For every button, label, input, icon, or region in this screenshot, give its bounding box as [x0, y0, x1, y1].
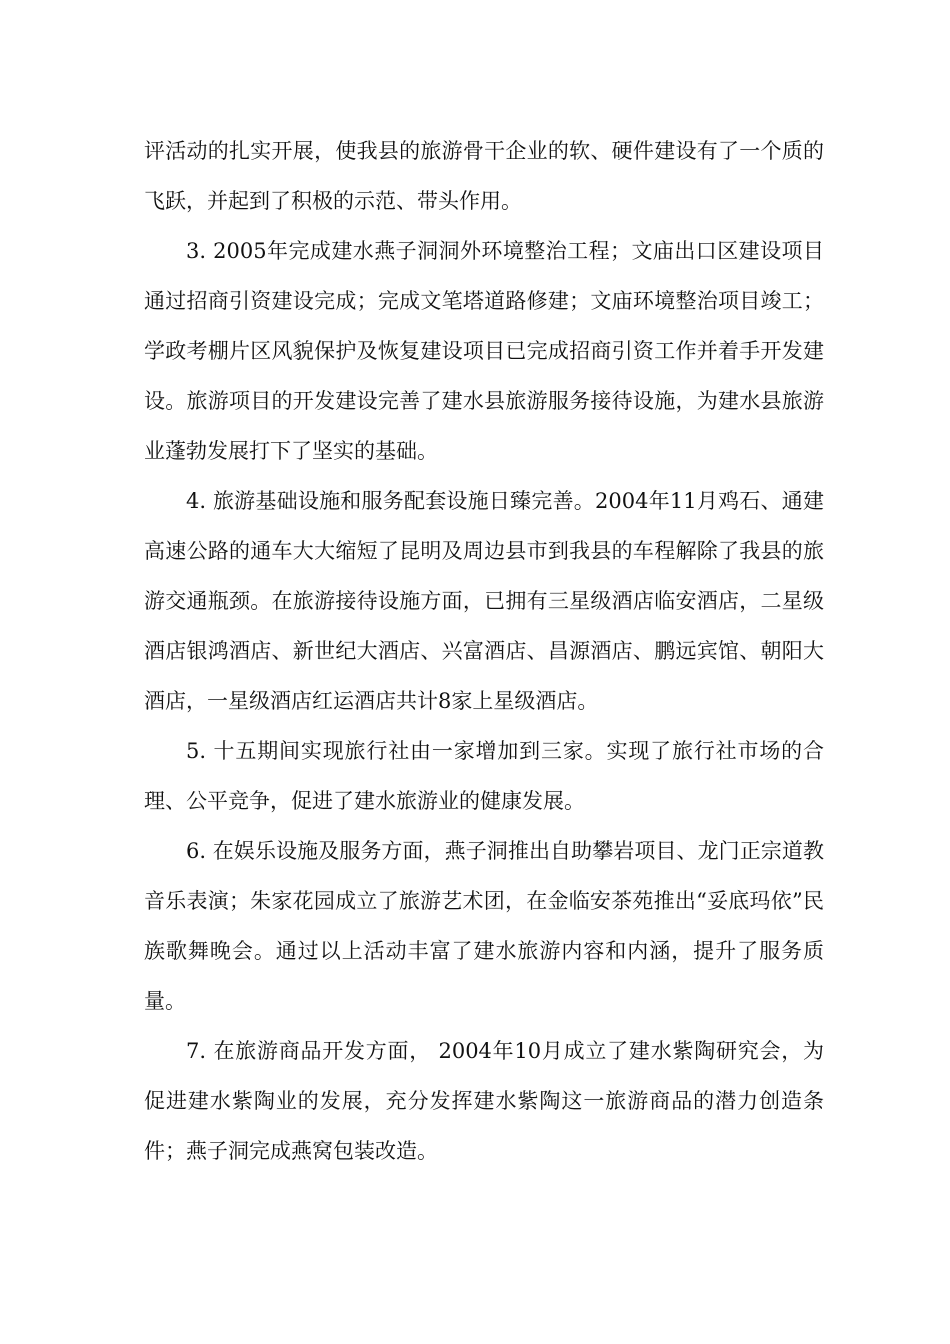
document-body [144, 126, 824, 1176]
paragraph-4: 5. 十五期间实现旅行社由一家增加到三家。实现了旅行社市场的合理、公平竞争，促进了建水旅游业的健康发展。 [144, 739, 824, 813]
paragraph-3: 4. 旅游基础设施和服务配套设施日臻完善。2004年11月鸡石、通建高速公路的通车大大缩短了昆明及周边县市到我县的车程解除了我县的旅游交通瓶颈。在旅游接待设施方面，已拥有三星级酒店临安酒店，二星级酒店银鸿酒店、新世纪大酒店、兴富酒店、昌源酒店、鹏远宾馆、朝阳大酒店，一星级酒店红运酒店共计8家上星级酒店。 [144, 489, 824, 713]
paragraph-1: 评活动的扎实开展，使我县的旅游骨干企业的软、硬件建设有了一个质的飞跃，并起到了积极的示范、带头作用。 [144, 139, 824, 213]
paragraph-2: 3. 2005年完成建水燕子洞洞外环境整治工程；文庙出口区建设项目通过招商引资建设完成；完成文笔塔道路修建；文庙环境整治项目竣工；学政考棚片区风貌保护及恢复建设项目已完成招商引资工作并着手开发建设。旅游项目的开发建设完善了建水县旅游服务接待设施，为建水县旅游业蓬勃发展打下了坚实的基础。 [144, 239, 824, 463]
paragraph-5: 6. 在娱乐设施及服务方面，燕子洞推出自助攀岩项目、龙门正宗道教音乐表演；朱家花园成立了旅游艺术团，在金临安茶苑推出“妥底玛依”民族歌舞晚会。通过以上活动丰富了建水旅游内容和内涵，提升了服务质量。 [144, 839, 824, 1013]
paragraph-6: 7. 在旅游商品开发方面， 2004年10月成立了建水紫陶研究会，为促进建水紫陶业的发展，充分发挥建水紫陶这一旅游商品的潜力创造条件；燕子洞完成燕窝包装改造。 [144, 1039, 824, 1163]
